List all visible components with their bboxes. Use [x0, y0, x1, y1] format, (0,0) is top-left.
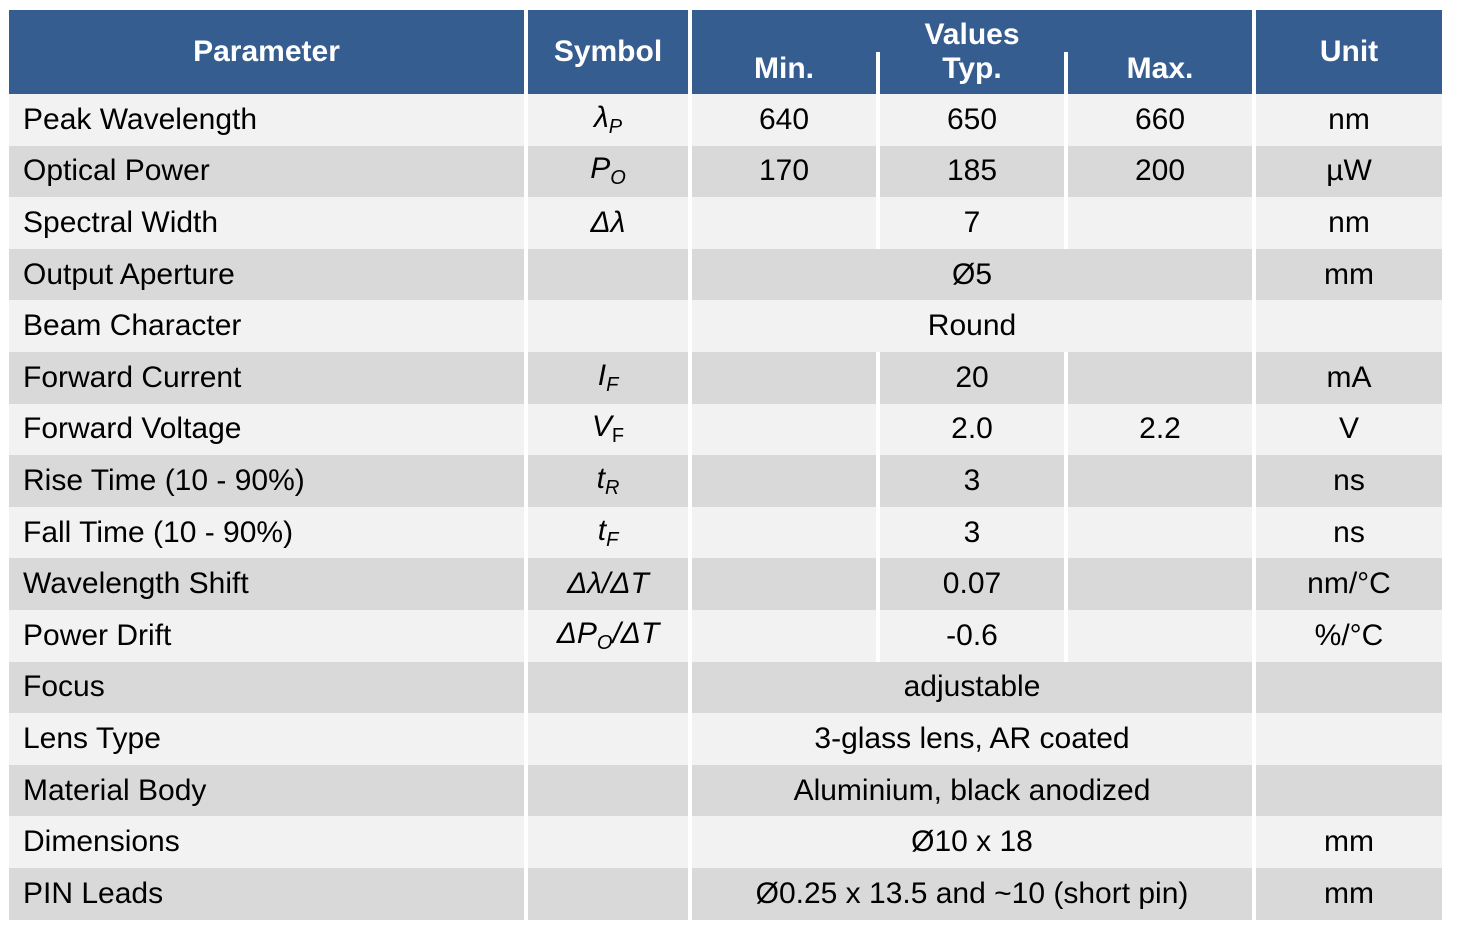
parameter-cell: Lens Type [9, 713, 524, 765]
max-cell [1068, 558, 1252, 610]
symbol-cell [528, 610, 688, 662]
symbol [556, 616, 660, 654]
table-row [9, 146, 1442, 198]
value-cell: Ø5 [692, 249, 1252, 301]
typ-cell: 3 [880, 455, 1064, 507]
unit-cell: V [1256, 404, 1442, 456]
table-row [9, 662, 1442, 714]
min-cell [692, 455, 876, 507]
min-cell [692, 558, 876, 610]
table-row [9, 713, 1442, 765]
symbol-base: t [597, 513, 607, 547]
symbol [590, 152, 626, 190]
symbol-cell [528, 300, 688, 352]
symbol [567, 567, 649, 600]
symbol [591, 206, 626, 239]
symbol-cell [528, 662, 688, 714]
value-cell: Ø10 x 18 [692, 816, 1252, 868]
typ-cell: 650 [880, 94, 1064, 146]
unit-cell: mm [1256, 249, 1442, 301]
symbol-base: I [597, 358, 607, 392]
typ-cell: -0.6 [880, 610, 1064, 662]
symbol-cell [528, 352, 688, 404]
parameter-cell: Focus [9, 662, 524, 714]
symbol [597, 358, 619, 396]
unit-cell: nm/°C [1256, 558, 1442, 610]
header-parameter: Parameter [9, 10, 524, 94]
unit-cell: nm [1256, 197, 1442, 249]
table-row [9, 507, 1442, 559]
table-body [9, 94, 1442, 920]
parameter-cell: Dimensions [9, 816, 524, 868]
table-row [9, 94, 1442, 146]
min-cell [692, 507, 876, 559]
symbol-cell [528, 146, 688, 198]
symbol-cell [528, 249, 688, 301]
symbol-subscript: O [596, 631, 613, 654]
table-row [9, 352, 1442, 404]
min-cell [692, 197, 876, 249]
parameter-cell: Material Body [9, 765, 524, 817]
unit-cell: ns [1256, 507, 1442, 559]
min-cell: 640 [692, 94, 876, 146]
parameter-cell: Optical Power [9, 146, 524, 198]
symbol-cell [528, 507, 688, 559]
parameter-cell: Rise Time (10 - 90%) [9, 455, 524, 507]
table-row [9, 558, 1442, 610]
header-typ: Typ. [880, 52, 1064, 94]
unit-cell: µW [1256, 146, 1442, 198]
header-symbol: Symbol [528, 10, 688, 94]
parameter-cell: Fall Time (10 - 90%) [9, 507, 524, 559]
table-row [9, 868, 1442, 920]
typ-cell: 2.0 [880, 404, 1064, 456]
table-row [9, 765, 1442, 817]
max-cell: 200 [1068, 146, 1252, 198]
symbol [597, 513, 619, 551]
parameter-cell: PIN Leads [9, 868, 524, 920]
unit-cell [1256, 713, 1442, 765]
unit-cell: ns [1256, 455, 1442, 507]
typ-cell: 185 [880, 146, 1064, 198]
parameter-cell: Beam Character [9, 300, 524, 352]
header-values: Values [692, 10, 1252, 52]
typ-cell: 0.07 [880, 558, 1064, 610]
symbol-base: P [590, 152, 611, 186]
min-cell [692, 352, 876, 404]
min-cell [692, 404, 876, 456]
specifications-table [5, 10, 1446, 920]
symbol-subscript: F [606, 528, 619, 551]
symbol-cell [528, 197, 688, 249]
symbol-cell [528, 868, 688, 920]
symbol-cell [528, 455, 688, 507]
symbol-base: Δλ [590, 205, 626, 239]
symbol-tail: /ΔT [612, 616, 660, 650]
typ-cell: 20 [880, 352, 1064, 404]
value-cell: adjustable [692, 662, 1252, 714]
typ-cell: 3 [880, 507, 1064, 559]
min-cell: 170 [692, 146, 876, 198]
unit-cell [1256, 662, 1442, 714]
symbol-base: λ [593, 100, 609, 134]
parameter-cell: Power Drift [9, 610, 524, 662]
value-cell: Ø0.25 x 13.5 and ~10 (short pin) [692, 868, 1252, 920]
symbol-base: V [591, 410, 612, 444]
parameter-cell: Spectral Width [9, 197, 524, 249]
symbol-subscript: P [608, 115, 623, 138]
symbol [593, 100, 623, 138]
symbol-subscript: R [604, 476, 620, 499]
table-header [9, 10, 1442, 94]
table-row [9, 300, 1442, 352]
symbol-cell [528, 713, 688, 765]
header-max: Max. [1068, 52, 1252, 94]
unit-cell: mm [1256, 816, 1442, 868]
max-cell [1068, 352, 1252, 404]
symbol-cell [528, 404, 688, 456]
parameter-cell: Output Aperture [9, 249, 524, 301]
parameter-cell: Peak Wavelength [9, 94, 524, 146]
max-cell [1068, 455, 1252, 507]
value-cell: Aluminium, black anodized [692, 765, 1252, 817]
symbol-base: ΔP [556, 616, 597, 650]
max-cell [1068, 197, 1252, 249]
unit-cell: nm [1256, 94, 1442, 146]
parameter-cell: Wavelength Shift [9, 558, 524, 610]
symbol [591, 410, 625, 448]
parameter-cell: Forward Current [9, 352, 524, 404]
parameter-cell: Forward Voltage [9, 404, 524, 456]
header-min: Min. [692, 52, 876, 94]
symbol-subscript: O [610, 167, 626, 190]
min-cell [692, 610, 876, 662]
unit-cell: mm [1256, 868, 1442, 920]
value-cell: Round [692, 300, 1252, 352]
typ-cell: 7 [880, 197, 1064, 249]
max-cell: 660 [1068, 94, 1252, 146]
symbol-base: t [596, 461, 605, 495]
max-cell [1068, 610, 1252, 662]
unit-cell [1256, 765, 1442, 817]
unit-cell [1256, 300, 1442, 352]
table-row [9, 455, 1442, 507]
max-cell: 2.2 [1068, 404, 1252, 456]
symbol-cell [528, 558, 688, 610]
symbol-subscript: F [606, 373, 619, 396]
symbol [596, 461, 620, 499]
header-unit: Unit [1256, 10, 1442, 94]
table-row [9, 197, 1442, 249]
table-row [9, 816, 1442, 868]
unit-cell: %/°C [1256, 610, 1442, 662]
symbol-base: Δλ/ΔT [567, 567, 649, 601]
max-cell [1068, 507, 1252, 559]
symbol-subscript: F [611, 425, 625, 448]
symbol-cell [528, 765, 688, 817]
symbol-cell [528, 94, 688, 146]
table-row [9, 404, 1442, 456]
value-cell: 3-glass lens, AR coated [692, 713, 1252, 765]
unit-cell: mA [1256, 352, 1442, 404]
table-row [9, 610, 1442, 662]
symbol-cell [528, 816, 688, 868]
table-row [9, 249, 1442, 301]
